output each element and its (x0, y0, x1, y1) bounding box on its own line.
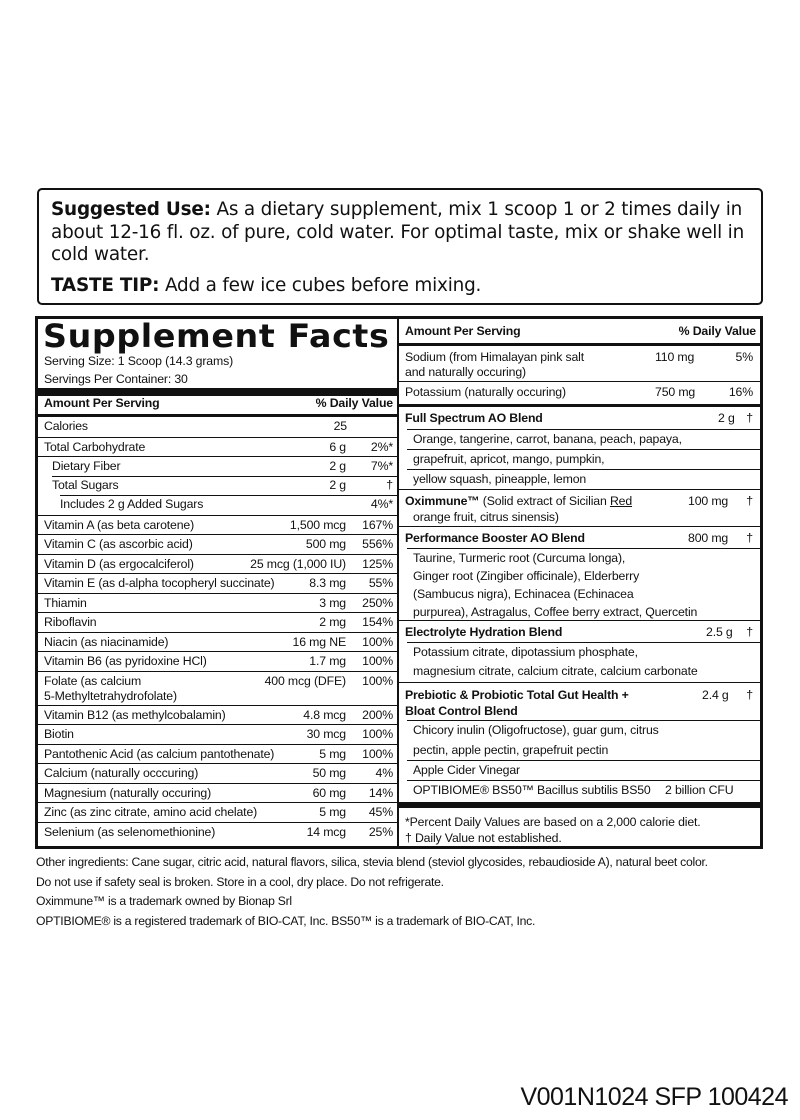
sodium-dv: 5% (735, 350, 753, 364)
nutrient-name: Dietary Fiber (52, 459, 121, 473)
nutrient-name: Vitamin E (as d-alpha tocopheryl succinate) (44, 576, 275, 590)
trademark-optibiome: OPTIBIOME® is a registered trademark of BIO-CAT, Inc. BS50™ is a trademark of BIO-CAT, Inc. (36, 913, 536, 928)
nutrient-name: Pantothenic Acid (as calcium pantothenate) (44, 746, 275, 761)
nutrient-row (38, 744, 397, 764)
ao-ingredient-2 (407, 449, 768, 469)
nutrient-row (38, 822, 397, 842)
nutrient-amount: 25 (333, 419, 347, 433)
servings-per-container: Servings Per Container: 30 (44, 372, 188, 386)
nutrient-row (38, 534, 397, 554)
prebiotic-amount: 2.4 g (702, 688, 729, 702)
nutrient-dv: 14% (368, 785, 393, 800)
optibiome-text: OPTIBIOME® BS50™ Bacillus subtilis BS50 (413, 783, 651, 797)
electrolyte-ingredients (399, 642, 760, 682)
electrolyte-blend-title: Electrolyte Hydration Blend (405, 625, 563, 639)
potassium-label: Potassium (naturally occuring) (405, 385, 566, 399)
serving-size: Serving Size: 1 Scoop (14.3 grams) (44, 354, 234, 368)
nutrient-amount: 1.7 mg (309, 654, 346, 668)
header-thick-bar (38, 388, 397, 396)
nutrient-name: Total Carbohydrate (44, 439, 146, 454)
nutrient-row (38, 632, 397, 652)
left-header-dv: % Daily Value (315, 396, 393, 410)
suggested-use-text: As a dietary supplement, mix 1 scoop 1 or 2 times daily in about 12-16 fl. oz. of pure, cold water. For optimal taste, mix or shake well in cold water. (51, 199, 745, 265)
nutrient-name: Calcium (naturally occcuring) (44, 766, 199, 780)
nutrient-name: Vitamin B12 (as methylcobalamin) (44, 707, 226, 722)
nutrient-row (38, 651, 397, 671)
nutrient-amount: 500 mg (305, 537, 346, 551)
suggested-use-paragraph (51, 199, 749, 267)
oximmune-line-1 (405, 494, 632, 508)
sodium-label-2: and naturally occuring) (405, 365, 526, 379)
taste-tip-paragraph (51, 275, 749, 298)
nutrient-row (38, 783, 397, 803)
nutrient-name: Niacin (as niacinamide) (44, 634, 169, 649)
potassium-row (399, 381, 760, 404)
footnote-dagger: † Daily Value not established. (405, 831, 562, 845)
nutrient-dv: 100% (362, 673, 393, 688)
sodium-row (399, 346, 760, 381)
facts-title: Supplement Facts (43, 317, 390, 355)
left-header-row (38, 396, 397, 414)
booster-blend-row (399, 526, 760, 548)
right-header-row (399, 324, 760, 342)
nutrient-row (38, 763, 397, 783)
booster-line-4: purpurea), Astragalus, Coffee berry extract, Quercetin (413, 605, 698, 619)
ao-blend-amount: 2 g (718, 411, 735, 425)
prebiotic-line-1: Chicory inulin (Oligofructose), guar gum, citrus (413, 723, 659, 737)
nutrient-row (38, 456, 397, 476)
nutrient-row (38, 573, 397, 593)
booster-blend-dagger: † (746, 531, 753, 545)
nutrient-amount: 3 mg (319, 595, 346, 610)
ao-ingredient-text: grapefruit, apricot, mango, pumpkin, (413, 452, 605, 466)
facts-right-column (399, 319, 760, 846)
prebiotic-line-2: pectin, apple pectin, grapefruit pectin (413, 743, 609, 757)
supplement-facts-panel (35, 316, 763, 849)
nutrient-name: Calories (44, 419, 88, 433)
oximmune-title: Oximmune™ (405, 494, 480, 508)
electrolyte-blend-dagger: † (746, 625, 753, 639)
nutrient-dv: 556% (362, 537, 393, 551)
ao-blend-row (399, 407, 760, 429)
booster-line-2: Ginger root (Zingiber officinale), Elderberry (413, 569, 640, 583)
product-code: V001N1024 SFP 100424 (520, 1083, 788, 1111)
prebiotic-blend-row (399, 682, 760, 720)
oximmune-red: Red (609, 494, 633, 508)
nutrient-amount: 2 g (329, 459, 346, 473)
nutrient-amount: 2 g (329, 477, 346, 492)
nutrient-row (38, 724, 397, 744)
nutrient-name: Folate (as calcium (44, 673, 142, 688)
nutrient-dv: 25% (368, 824, 393, 839)
prebiotic-title-2: Bloat Control Blend (405, 704, 518, 718)
potassium-dv: 16% (728, 385, 753, 399)
nutrient-row (38, 476, 397, 496)
nutrient-amount: 8.3 mg (309, 576, 346, 590)
nutrient-row (38, 802, 397, 822)
nutrient-row (38, 515, 397, 535)
nutrient-dv: 167% (362, 517, 393, 532)
sodium-label-1: Sodium (from Himalayan pink salt (405, 350, 585, 364)
electrolyte-blend-amount: 2.5 g (706, 625, 733, 639)
prebiotic-title-1: Prebiotic & Probiotic Total Gut Health + (405, 688, 629, 702)
nutrient-row (38, 612, 397, 632)
nutrient-dv: 100% (362, 634, 393, 649)
nutrient-dv: 2%* (370, 439, 393, 454)
ao-ingredient-text: Orange, tangerine, carrot, banana, peach, papaya, (413, 432, 682, 446)
ao-ingredient-3 (407, 469, 768, 489)
taste-tip-label: TASTE TIP: (51, 274, 160, 296)
nutrient-row (38, 671, 397, 705)
sodium-amount: 110 mg (655, 350, 695, 364)
nutrient-amount: 50 mg (312, 766, 346, 780)
nutrient-amount: 16 mg NE (292, 634, 346, 649)
nutrient-name-cont: 5-Methyltetrahydrofolate) (44, 688, 177, 703)
nutrient-amount: 30 mcg (306, 727, 346, 741)
nutrient-row (38, 593, 397, 613)
booster-line-3: (Sambucus nigra), Echinacea (Echinacea (413, 587, 634, 601)
nutrient-amount: 2 mg (319, 615, 346, 629)
nutrient-row (38, 554, 397, 574)
nutrient-name: Vitamin B6 (as pyridoxine HCl) (44, 654, 207, 668)
other-info (36, 853, 776, 931)
ao-ingredient-text: yellow squash, pineapple, lemon (413, 472, 587, 486)
other-ingredients: Other ingredients: Cane sugar, citric acid, natural flavors, silica, stevia blend (steviol glycosides, rebaudioside A), natural beet color. (36, 855, 708, 869)
nutrient-row (38, 437, 397, 457)
nutrient-name: Thiamin (44, 595, 87, 610)
ao-ingredient-1 (407, 429, 768, 449)
ao-blend-dagger: † (746, 411, 753, 425)
storage-warning: Do not use if safety seal is broken. Store in a cool, dry place. Do not refrigerate. (36, 874, 444, 889)
nutrient-dv: 55% (368, 576, 393, 590)
nutrient-dv: 4%* (370, 497, 393, 511)
booster-blend-title: Performance Booster AO Blend (405, 531, 585, 545)
nutrient-name: Vitamin A (as beta carotene) (44, 517, 195, 532)
nutrient-name: Riboflavin (44, 615, 97, 629)
optibiome-row (399, 780, 760, 800)
facts-left-column (38, 319, 397, 846)
booster-line-1: Taurine, Turmeric root (Curcuma longa), (413, 551, 626, 565)
nutrient-name: Includes 2 g Added Sugars (60, 497, 204, 511)
nutrient-name: Selenium (as selenomethionine) (44, 824, 216, 839)
ao-blend-title: Full Spectrum AO Blend (405, 411, 543, 425)
nutrient-amount: 400 mcg (DFE) (264, 673, 346, 688)
nutrient-name: Biotin (44, 727, 74, 741)
nutrient-dv: 7%* (370, 459, 393, 473)
right-header-amount: Amount Per Serving (405, 324, 521, 338)
electrolyte-line-2: magnesium citrate, calcium citrate, calcium carbonate (413, 664, 698, 678)
nutrient-amount: 60 mg (312, 785, 346, 800)
electrolyte-blend-row (399, 620, 760, 642)
nutrient-dv: 154% (362, 615, 393, 629)
nutrient-amount: 25 mcg (1,000 IU) (250, 556, 346, 571)
electrolyte-line-1: Potassium citrate, dipotassium phosphate, (413, 645, 638, 659)
nutrient-name: Vitamin C (as ascorbic acid) (44, 537, 193, 551)
nutrient-dv: 125% (362, 556, 393, 571)
nutrient-row (38, 417, 397, 437)
nutrient-amount: 5 mg (319, 805, 346, 819)
nutrient-name: Magnesium (naturally occuring) (44, 785, 212, 800)
nutrient-amount: 14 mcg (306, 824, 346, 839)
right-header-dv: % Daily Value (678, 324, 756, 338)
oximmune-line-2: orange fruit, citrus sinensis) (413, 510, 559, 524)
footnote-dv: *Percent Daily Values are based on a 2,000 calorie diet. (405, 815, 701, 829)
taste-tip-text: Add a few ice cubes before mixing. (159, 274, 482, 296)
nutrient-amount: 6 g (329, 439, 346, 454)
suggested-use-label: Suggested Use: (51, 199, 211, 220)
prebiotic-ingredients (399, 720, 760, 760)
oximmune-dagger: † (746, 494, 753, 508)
nutrient-dv: 100% (362, 654, 393, 668)
nutrient-row (38, 705, 397, 725)
trademark-oximmune: Oximmune™ is a trademark owned by Bionap Srl (36, 894, 292, 908)
nutrient-name: Total Sugars (52, 477, 119, 492)
optibiome-amount: 2 billion CFU (665, 783, 734, 797)
nutrient-name: Zinc (as zinc citrate, amino acid chelate) (44, 805, 258, 819)
nutrient-dv: 200% (362, 707, 393, 722)
nutrient-dv: 250% (362, 595, 393, 610)
oximmune-desc: (Solid extract of Sicilian (479, 494, 610, 508)
nutrient-name: Vitamin D (as ergocalciferol) (44, 556, 194, 571)
nutrient-amount: 5 mg (319, 746, 346, 761)
left-header-amount: Amount Per Serving (44, 396, 160, 410)
nutrient-dv: 100% (362, 746, 393, 761)
acv-row (399, 760, 760, 780)
prebiotic-dagger: † (746, 688, 753, 702)
nutrient-amount: 1,500 mcg (289, 517, 346, 532)
nutrient-row (38, 495, 397, 515)
serving-info (44, 352, 233, 388)
booster-ingredients (399, 548, 760, 620)
nutrient-dv: 4% (375, 766, 393, 780)
nutrient-dv: 45% (368, 805, 393, 819)
acv-text: Apple Cider Vinegar (413, 763, 520, 777)
nutrient-dv: † (386, 477, 393, 492)
footnote-bar (399, 802, 760, 808)
potassium-amount: 750 mg (655, 385, 696, 399)
oximmune-row (399, 489, 760, 526)
booster-blend-amount: 800 mg (688, 531, 729, 545)
suggested-use-box (37, 188, 763, 305)
oximmune-amount: 100 mg (688, 494, 729, 508)
nutrient-dv: 100% (362, 727, 393, 741)
nutrient-amount: 4.8 mcg (303, 707, 346, 722)
